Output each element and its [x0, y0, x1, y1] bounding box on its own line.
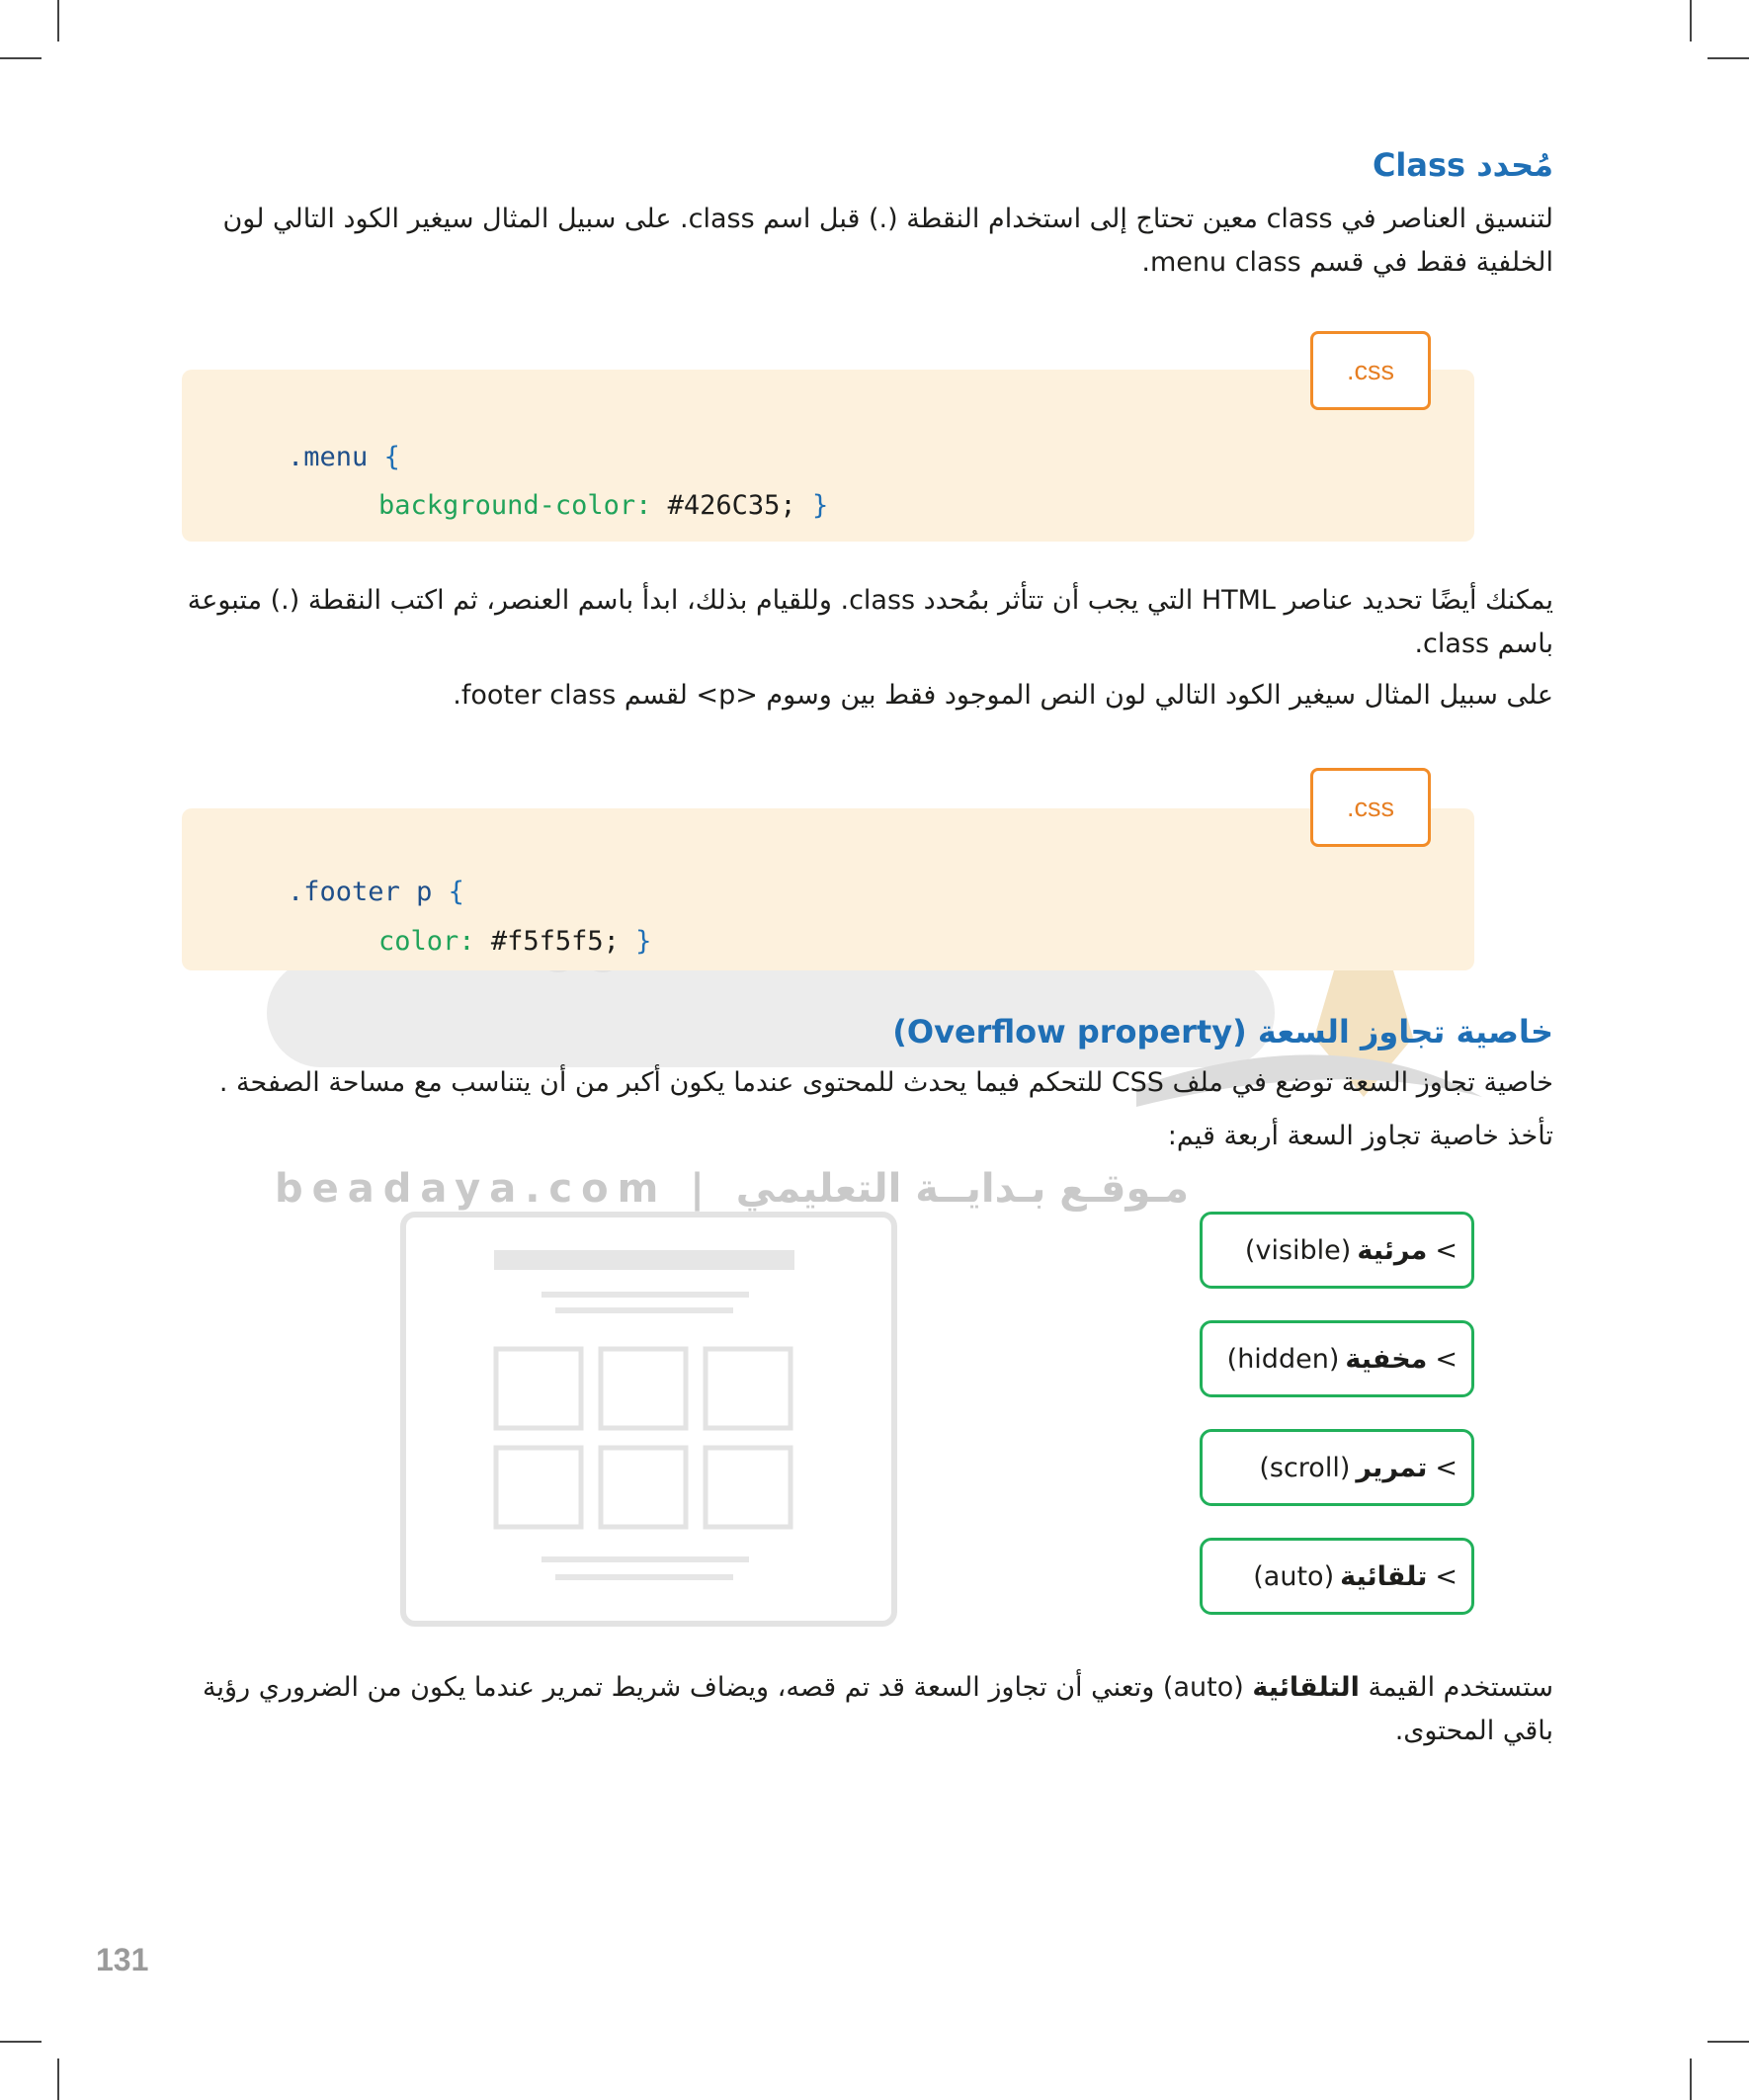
watermark-text: beadaya.com | مـوقـع بـدايــة التعليمي — [275, 1166, 1190, 1212]
option-value: (hidden) — [1226, 1343, 1340, 1375]
code-brace: { — [432, 877, 464, 907]
crop-mark — [1707, 2041, 1749, 2043]
crop-mark — [1690, 2058, 1692, 2100]
crop-mark — [57, 0, 59, 42]
code-property: color: — [378, 926, 475, 957]
chevron-right-icon: > — [1435, 1343, 1458, 1375]
overflow-values-intro: تأخذ خاصية تجاوز السعة أربعة قيم: — [1167, 1121, 1553, 1151]
crop-mark — [1707, 57, 1749, 59]
code-value: #426C35; — [651, 490, 796, 521]
auto-explanation-paragraph — [180, 1666, 1553, 1753]
page-number: 131 — [96, 1942, 149, 1977]
code-value: #f5f5f5; — [474, 926, 620, 957]
option-label: تلقائية — [1340, 1560, 1428, 1592]
code-selector: .footer p — [288, 877, 433, 907]
closing-text-start: ستستخدم القيمة — [1359, 1672, 1553, 1703]
chevron-right-icon: > — [1435, 1560, 1458, 1592]
overflow-paragraph: خاصية تجاوز السعة توضع في ملف CSS للتحكم فيما يحدث للمحتوى عندما يكون أكبر من أن يتناسب مع مساحة الصفحة . — [218, 1067, 1553, 1098]
option-hidden — [1200, 1320, 1474, 1397]
class-selector-paragraph: لتنسيق العناصر في class معين تحتاج إلى استخدام النقطة (.) قبل اسم class. على سبيل المثال سيغير الكود التالي لون الخلفية فقط في قسم menu class. — [222, 204, 1553, 278]
option-value: (auto) — [1253, 1560, 1335, 1592]
option-visible — [1200, 1212, 1474, 1289]
css-file-tag: .css — [1310, 331, 1431, 410]
chevron-right-icon: > — [1435, 1452, 1458, 1483]
option-value: (scroll) — [1259, 1452, 1351, 1483]
code-property: background-color: — [378, 490, 652, 521]
crop-mark — [0, 57, 42, 59]
option-label: مرئية — [1357, 1234, 1428, 1266]
code-brace: } — [795, 490, 829, 521]
css-file-tag: .css — [1310, 768, 1431, 847]
class-selector-heading: مُحدد Class — [1372, 146, 1553, 184]
code-block-footer — [182, 808, 1474, 970]
element-class-paragraph: يمكنك أيضًا تحديد عناصر HTML التي يجب أن تتأثر بمُحدد class. وللقيام بذلك، ابدأ باسم العنصر، ثم اكتب النقطة (.) متبوعة باسم class. — [187, 585, 1553, 659]
option-value: (visible) — [1244, 1234, 1352, 1266]
code-brace: } — [619, 926, 652, 957]
layout-illustration — [399, 1211, 898, 1628]
option-label: مخفية — [1345, 1343, 1428, 1375]
code-selector: .menu — [288, 442, 369, 472]
option-label: تمرير — [1356, 1452, 1428, 1483]
crop-mark — [57, 2058, 59, 2100]
crop-mark — [0, 2041, 42, 2043]
crop-mark — [1690, 0, 1692, 42]
closing-text-end: (auto) وتعني أن تجاوز السعة قد تم قصه، ويضاف شريط تمرير عندما يكون من الضروري رؤية باقي المحتوى. — [203, 1672, 1553, 1746]
chevron-right-icon: > — [1435, 1234, 1458, 1266]
code-block-menu — [182, 370, 1474, 542]
option-scroll — [1200, 1429, 1474, 1506]
footer-example-paragraph: على سبيل المثال سيغير الكود التالي لون النص الموجود فقط بين وسوم <p> لقسم footer class. — [453, 680, 1553, 711]
option-auto — [1200, 1538, 1474, 1615]
overflow-heading: خاصية تجاوز السعة (Overflow property) — [892, 1013, 1553, 1050]
code-brace: { — [368, 442, 400, 472]
closing-bold-term: التلقائية — [1252, 1672, 1360, 1703]
